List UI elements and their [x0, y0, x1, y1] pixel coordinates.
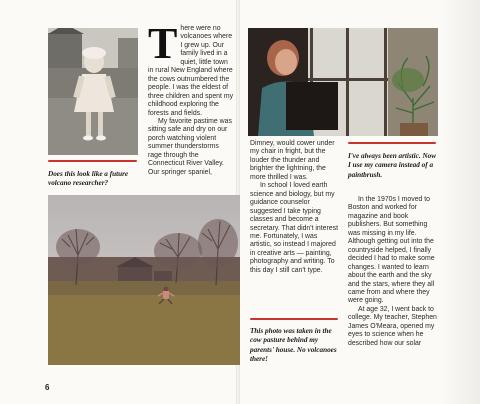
paragraph: In school I loved earth science and biology, but my guidance counselor suggested I take typing classes and become a secretary. That didn't interest me. Fortunately, I was artistic, so instead I majored in creative arts — painting, photography and writing. To this day I still can't type.	[250, 182, 338, 274]
page-number: 6	[45, 383, 50, 392]
caption-rule	[250, 318, 338, 320]
paragraph: At age 32, I went back to college. My teacher, Stephen James O'Meara, opened my eyes to science when he described how our solar	[348, 305, 437, 347]
story-column-3	[348, 196, 440, 348]
window-photo	[248, 28, 438, 136]
paragraph: In the 1970s I moved to Boston and worked for magazine and book publishers. But something was missing in my life. Although getting out into the countryside helped, I finally decided I had to make some changes. I wanted to learn about the earth and the sky and the stars, where they all came from and where they were going.	[348, 196, 435, 305]
girl-photo-caption: Does this look like a future volcano researcher?	[48, 170, 129, 188]
pasture-photo	[48, 195, 240, 365]
drop-cap: T	[148, 19, 178, 68]
page-edge	[440, 0, 480, 404]
caption-rule	[348, 142, 436, 144]
paragraph: My favorite pastime was sitting safe and dry on our porch watching violent summer thunderstorms rage through the Connecticut River Valley. Our springer spaniel,	[148, 117, 232, 176]
girl-photo	[48, 28, 138, 155]
story-column-2	[250, 140, 340, 275]
pasture-photo-caption: This photo was taken in the cow pasture behind my parents' house. No volcanoes there!	[250, 327, 337, 364]
story-column-1	[148, 19, 234, 177]
opening-paragraph: There were no volcanoes where I grew up. Our family lived in a quiet, little town in rural New England where the cows outnumbered the people. I was the eldest of three children and spent my childhood exploring the forests and fields.	[148, 19, 234, 117]
paragraph: Dimney, would cower under my chair in fright, but the louder the thunder and brighter the lightning, the more thrilled I was.	[250, 140, 335, 181]
caption-rule	[48, 160, 137, 162]
window-photo-caption: I've always been artistic. Now I use my camera instead of a paintbrush.	[348, 152, 437, 179]
